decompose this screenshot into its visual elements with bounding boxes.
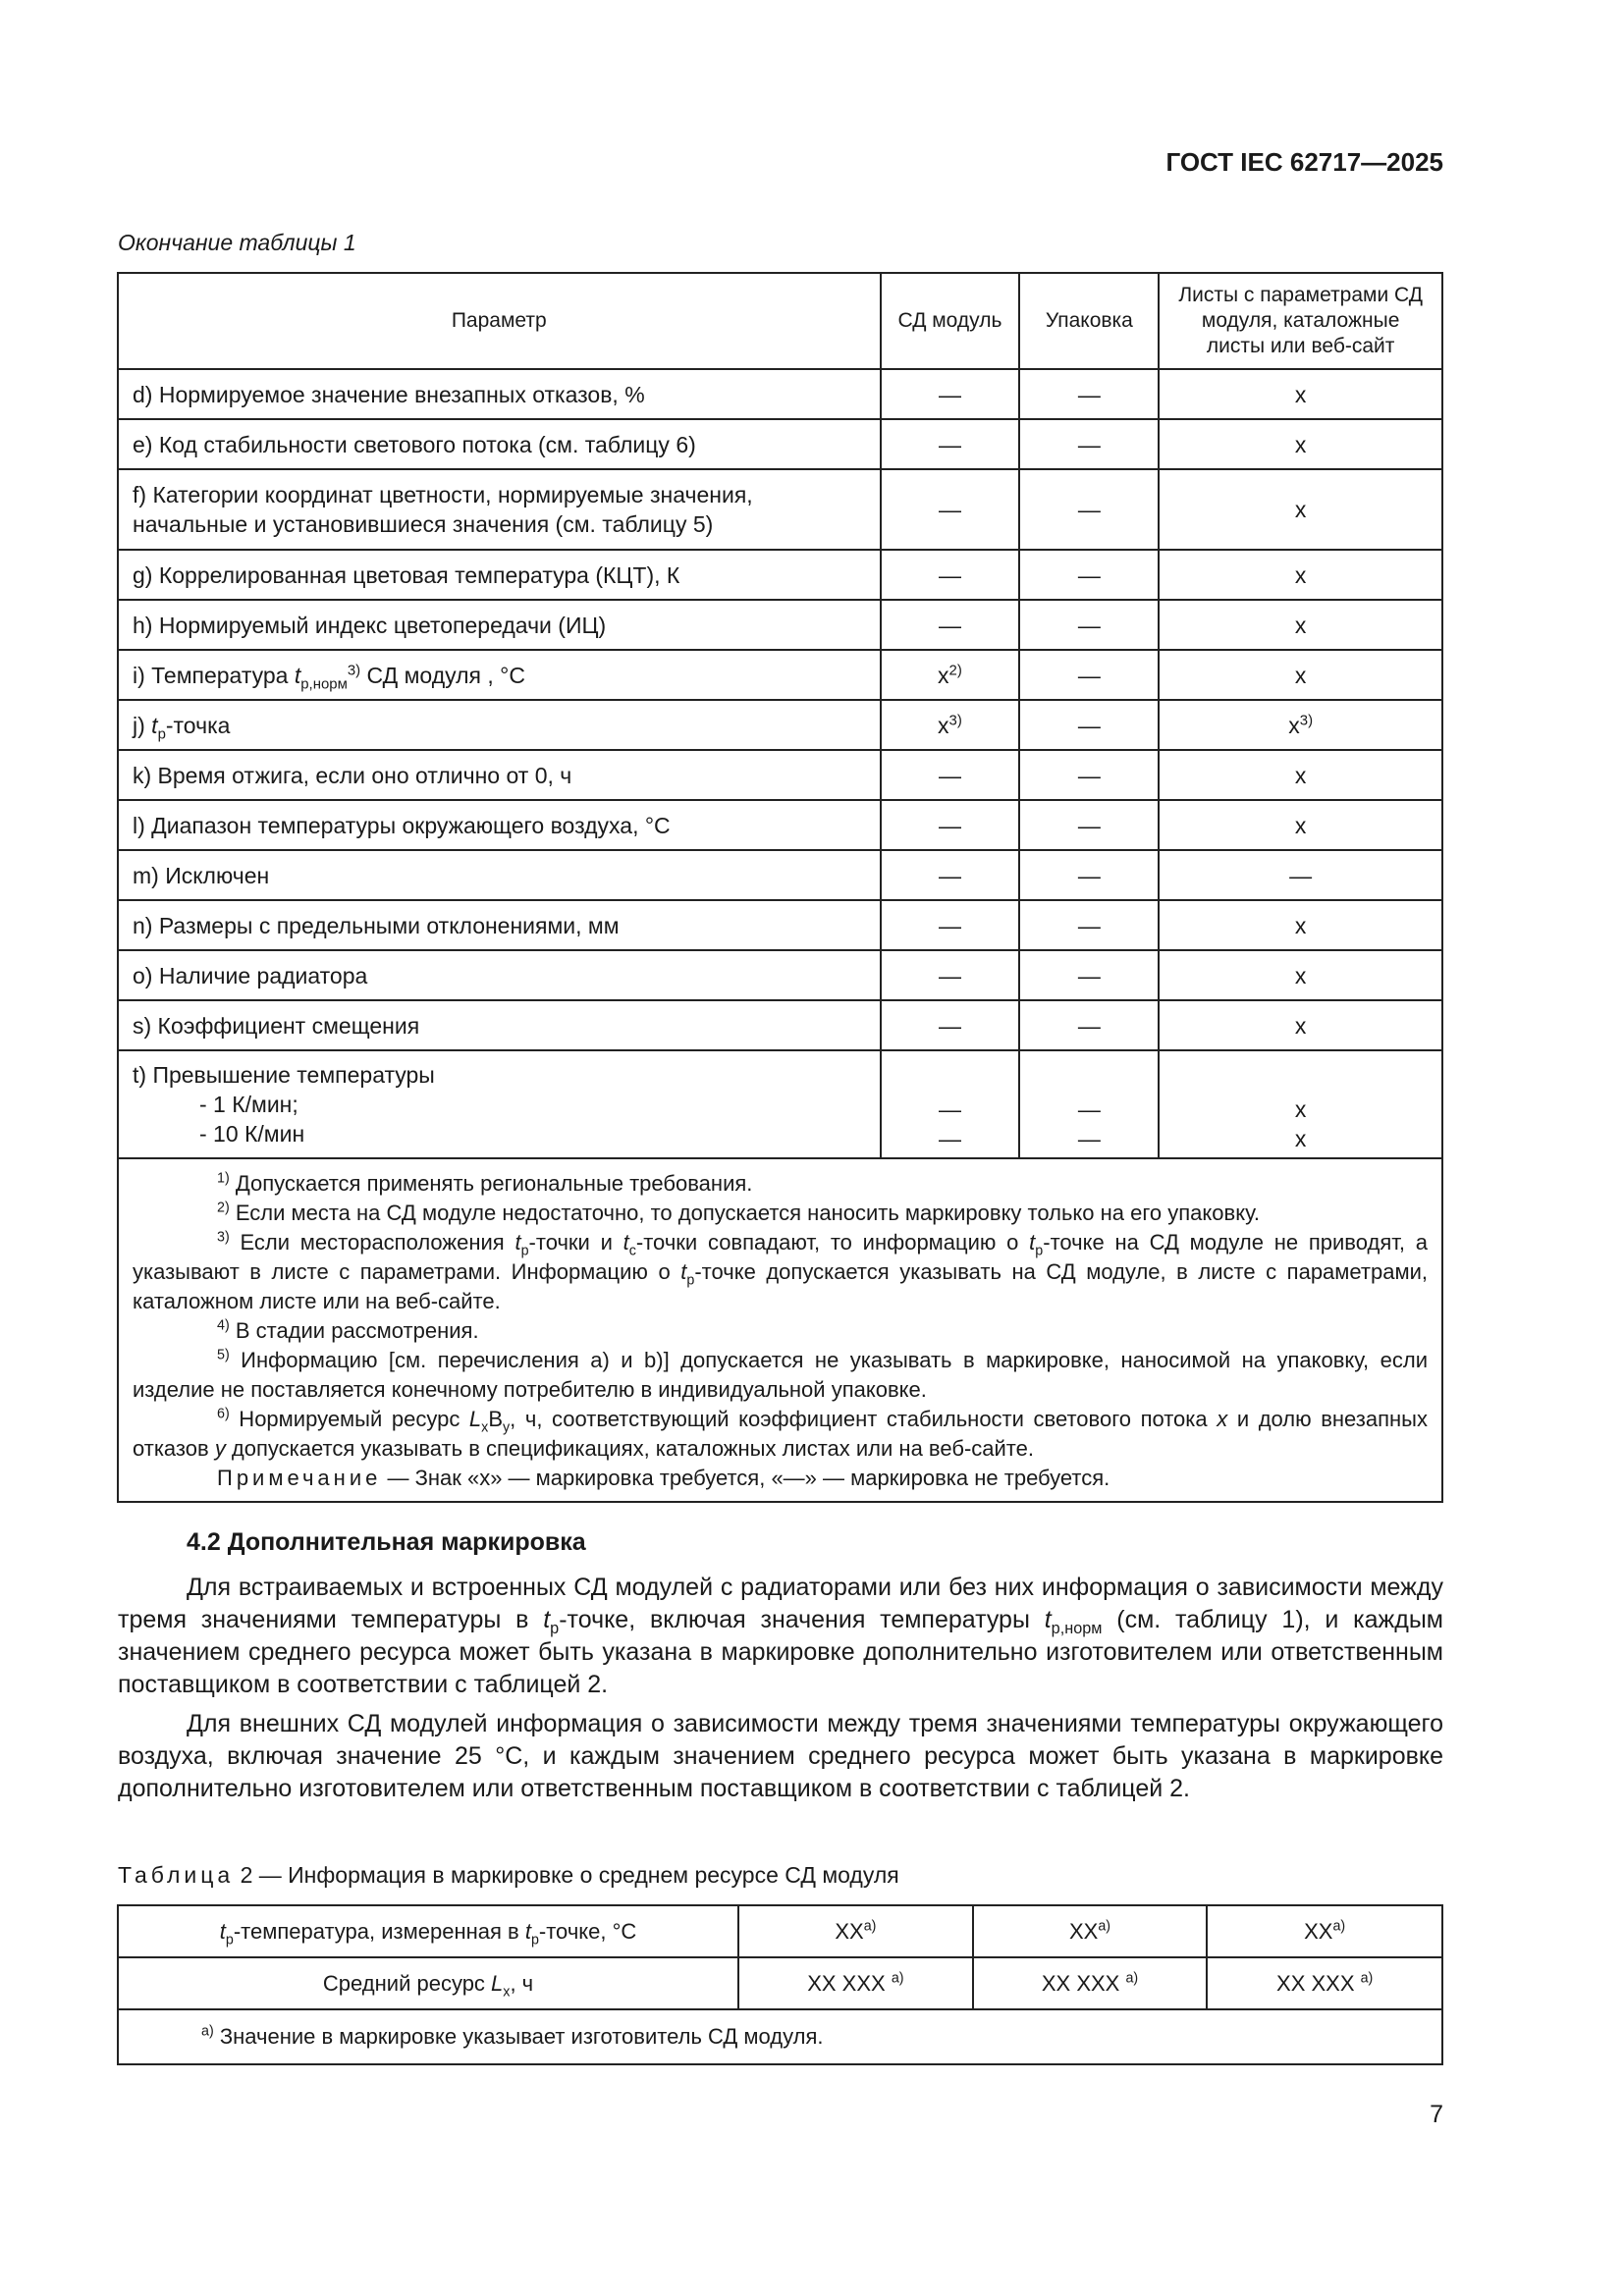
table-row [118, 369, 1442, 419]
datasheet-cell: x [1159, 369, 1442, 419]
footnote-text: В стадии рассмотрения. [229, 1318, 479, 1343]
footnote-ref: 3) [948, 711, 962, 728]
footnote-text: , ч, соответствующий коэффициент стабильности светового потока [510, 1407, 1218, 1431]
subscript: p [686, 1272, 695, 1289]
param-cell: e) Код стабильности светового потока (см. таблицу 6) [118, 419, 881, 469]
footnote-ref: a) [1098, 1918, 1111, 1935]
datasheet-cell: — [1159, 850, 1442, 900]
table-row [118, 1905, 1442, 1957]
caption-label: Таблица [118, 1862, 235, 1888]
table-notes-row [118, 1158, 1442, 1502]
value-text: XX XXX [1276, 1970, 1361, 1996]
footnote-5 [133, 1346, 1428, 1405]
value-cell [973, 1905, 1208, 1957]
mark-x: x [1294, 1096, 1307, 1122]
param-cell: s) Коэффициент смещения [118, 1000, 881, 1050]
module-cell: — [881, 369, 1020, 419]
footnote-ref: a) [1332, 1918, 1346, 1935]
subscript: p [1035, 1243, 1044, 1259]
footnote-marker: 2) [217, 1200, 230, 1216]
symbol: y [214, 1436, 226, 1461]
param-line: f) Категории координат цветности, нормируемые значения, [133, 482, 753, 507]
col-header-parameter: Параметр [118, 273, 881, 369]
subscript: p [550, 1620, 560, 1637]
table1-caption: Окончание таблицы 1 [118, 230, 356, 255]
section-paragraph-1 [118, 1572, 1443, 1701]
param-line: t) Превышение температуры [133, 1062, 435, 1088]
subscript: p [225, 1931, 234, 1948]
footnote-marker: 3) [217, 1229, 230, 1246]
footnote-text: Если места на СД модуле недостаточно, то допускается наносить маркировку только на его упаковку. [229, 1201, 1260, 1225]
package-cell: — [1019, 1000, 1159, 1050]
module-cell: — [881, 750, 1020, 800]
footnote-4 [133, 1316, 1428, 1346]
param-text: j) [133, 712, 152, 738]
value-text: XX [835, 1918, 864, 1944]
module-cell: — [881, 600, 1020, 650]
package-cell: — [1019, 900, 1159, 950]
datasheet-cell: x [1159, 1000, 1442, 1050]
subscript: p,норм [1051, 1620, 1103, 1637]
package-cell: — [1019, 469, 1159, 550]
subscript: x [503, 1983, 511, 2000]
param-line: - 1 К/мин; [199, 1092, 298, 1117]
package-cell: — [1019, 369, 1159, 419]
value-cell [738, 1957, 973, 2009]
param-cell [118, 650, 881, 700]
mark-x: x [1294, 1126, 1307, 1151]
footnote-marker: 6) [217, 1406, 230, 1422]
datasheet-cell: x [1159, 550, 1442, 600]
datasheet-cell [1159, 700, 1442, 750]
module-cell [881, 700, 1020, 750]
label-text: -точке, °C [538, 1918, 637, 1944]
symbol: L [491, 1970, 504, 1996]
footnote-text: Информацию [см. перечисления a) и b)] допускается не указывать в маркировке, наносимой на упаковку, если изделие не поставляется конечному потребителю в индивидуальной упаковке. [133, 1348, 1428, 1402]
symbol: t [524, 1918, 531, 1944]
param-cell [118, 700, 881, 750]
paragraph-text: -точке, включая значения температуры [559, 1606, 1045, 1633]
package-cell: — [1019, 850, 1159, 900]
table-row [118, 550, 1442, 600]
standard-number: ГОСТ IEC 62717—2025 [1165, 147, 1443, 177]
param-subscript: p [157, 725, 166, 743]
module-cell: — [881, 800, 1020, 850]
table-row [118, 600, 1442, 650]
mark-dash: — [938, 1126, 961, 1151]
symbol: t [219, 1918, 226, 1944]
table-note [133, 1464, 1428, 1493]
value-cell [738, 1905, 973, 1957]
symbol: x [1217, 1407, 1228, 1431]
value-text: XX XXX [1041, 1970, 1126, 1996]
table-row [118, 419, 1442, 469]
row-label [118, 1905, 738, 1957]
footnote-text: -точке допускается указывать на СД модуле, в листе с параметрами, каталожном листе или на веб-сайте. [133, 1259, 1428, 1313]
param-text: -точка [165, 712, 231, 738]
table-row [118, 750, 1442, 800]
table-header-row [118, 273, 1442, 369]
package-cell: — [1019, 950, 1159, 1000]
footnote-ref: 3) [347, 661, 361, 678]
module-cell: — [881, 950, 1020, 1000]
datasheet-cell: x [1159, 750, 1442, 800]
footnote-ref: a) [891, 1970, 904, 1987]
param-cell: k) Время отжига, если оно отлично от 0, ч [118, 750, 881, 800]
table-row [118, 1000, 1442, 1050]
param-symbol: t [151, 712, 158, 738]
note-label: Примечание [217, 1466, 382, 1490]
package-cell: — [1019, 600, 1159, 650]
table-row [118, 950, 1442, 1000]
mark-dash: — [938, 1096, 961, 1122]
datasheet-cell: x [1159, 600, 1442, 650]
label-text: , ч [510, 1970, 534, 1996]
value-text: XX [1068, 1918, 1099, 1944]
package-cell: — [1019, 700, 1159, 750]
footnote-ref: a) [1360, 1970, 1374, 1987]
param-cell: l) Диапазон температуры окружающего воздуха, °C [118, 800, 881, 850]
package-cell: — [1019, 800, 1159, 850]
value-cell [1207, 1905, 1442, 1957]
mark-x: x [1288, 712, 1300, 738]
subscript: c [628, 1243, 636, 1259]
section-title: 4.2 Дополнительная маркировка [187, 1528, 586, 1556]
datasheet-cell: x [1159, 950, 1442, 1000]
footnote-1 [133, 1169, 1428, 1199]
note-text: — Знак «x» — маркировка требуется, «—» — маркировка не требуется. [381, 1466, 1110, 1490]
caption-text: 2 — Информация в маркировке о среднем ресурсе СД модуля [234, 1862, 899, 1888]
module-cell [881, 1050, 1020, 1158]
datasheet-cell: x [1159, 419, 1442, 469]
param-cell: d) Нормируемое значение внезапных отказов, % [118, 369, 881, 419]
footnote-marker: 4) [217, 1317, 230, 1334]
table-row [118, 900, 1442, 950]
module-cell: — [881, 850, 1020, 900]
datasheet-cell: x [1159, 650, 1442, 700]
page-number: 7 [1430, 2101, 1443, 2128]
footnote-text: -точки и [528, 1230, 623, 1255]
package-cell: — [1019, 550, 1159, 600]
footnote-ref: a) [863, 1918, 877, 1935]
mark-dash: — [1077, 1096, 1101, 1122]
footnote-text: -точки совпадают, то информацию о [635, 1230, 1030, 1255]
datasheet-cell: x [1159, 900, 1442, 950]
symbol: t [1029, 1230, 1036, 1255]
footnote-ref: 3) [1299, 711, 1314, 728]
footnote-text: Если месторасположения [229, 1230, 515, 1255]
param-cell [118, 469, 881, 550]
package-cell [1019, 1050, 1159, 1158]
label-text: -температура, измеренная в [233, 1918, 525, 1944]
lifetime-table [117, 1904, 1443, 2065]
package-cell: — [1019, 750, 1159, 800]
table-note-row [118, 2009, 1442, 2064]
param-subscript: p,норм [300, 675, 348, 693]
subscript: p [530, 1931, 539, 1948]
module-cell: — [881, 1000, 1020, 1050]
param-text: i) Температура [133, 662, 295, 688]
value-text: XX XXX [807, 1970, 892, 1996]
symbol: t [680, 1259, 687, 1284]
subscript: p [520, 1243, 529, 1259]
table2-caption [118, 1862, 899, 1889]
footnote-text: Значение в маркировке указывает изготовитель СД модуля. [213, 2024, 824, 2049]
footnote-ref: a) [1125, 1970, 1139, 1987]
col-header-datasheet: Листы с параметрами СД модуля, каталожные листы или веб-сайт [1159, 273, 1442, 369]
table-row [118, 650, 1442, 700]
module-cell: — [881, 469, 1020, 550]
module-cell [881, 650, 1020, 700]
param-symbol: t [294, 662, 301, 688]
subscript: y [503, 1419, 511, 1436]
footnote-text: Допускается применять региональные требования. [229, 1171, 753, 1196]
footnote-text: Нормируемый ресурс [229, 1407, 469, 1431]
value-text: XX [1304, 1918, 1333, 1944]
module-cell: — [881, 900, 1020, 950]
module-cell: — [881, 550, 1020, 600]
mark-x: x [938, 662, 949, 688]
paragraph-text: (см. таблицу 1), и каждым значением среднего ресурса может быть указана в маркировке дополнительно изготовителем или ответственным поставщиком в соответствии с таблицей 2. [118, 1606, 1443, 1698]
datasheet-cell [1159, 1050, 1442, 1158]
param-cell: o) Наличие радиатора [118, 950, 881, 1000]
col-header-module: СД модуль [881, 273, 1020, 369]
footnote-6 [133, 1405, 1428, 1464]
paragraph-text: Для внешних СД модулей информация о зависимости между тремя значениями температуры окружающего воздуха, включая значение 25 °C, и каждым значением среднего ресурса может быть указана в маркировке дополнительно изготовителем или ответственным поставщиком в соответствии с таблицей 2. [118, 1710, 1443, 1802]
row-label [118, 1957, 738, 2009]
footnote-text: допускается указывать в спецификациях, каталожных листах или на веб-сайте. [225, 1436, 1034, 1461]
paragraph-text: Для встраиваемых и встроенных СД модулей с радиаторами или без них информация о зависимости между тремя значениями температуры в [118, 1574, 1443, 1633]
footnote-marker: a) [201, 2023, 214, 2040]
symbol: t [1044, 1606, 1052, 1633]
param-line: - 10 К/мин [199, 1121, 305, 1147]
table-notes [118, 1158, 1442, 1502]
param-cell: g) Коррелированная цветовая температура (КЦТ), К [118, 550, 881, 600]
table-row [118, 1050, 1442, 1158]
param-text: СД модуля , °C [360, 662, 525, 688]
value-cell [1207, 1957, 1442, 2009]
table-row [118, 700, 1442, 750]
subscript: x [481, 1419, 489, 1436]
footnote-text: и долю внезапных отказов [133, 1407, 1428, 1461]
footnote-text: -точке на СД модуле не приводят, а указывают в листе с параметрами. Информацию о [133, 1230, 1428, 1284]
param-cell: m) Исключен [118, 850, 881, 900]
value-cell [973, 1957, 1208, 2009]
module-cell: — [881, 419, 1020, 469]
footnote-ref: 2) [948, 661, 962, 678]
symbol: t [514, 1230, 521, 1255]
symbol: t [623, 1230, 629, 1255]
section-paragraph-2 [118, 1708, 1443, 1805]
footnote-3 [133, 1228, 1428, 1316]
symbol: L [468, 1407, 482, 1431]
param-line: начальные и установившиеся значения (см. таблицу 5) [133, 511, 714, 537]
table-row [118, 800, 1442, 850]
symbol: B [488, 1407, 504, 1431]
marking-table [117, 272, 1443, 1503]
symbol: t [543, 1606, 551, 1633]
label-text: Средний ресурс [322, 1970, 492, 1996]
col-header-package: Упаковка [1019, 273, 1159, 369]
mark-dash: — [1077, 1126, 1101, 1151]
param-cell: h) Нормируемый индекс цветопередачи (ИЦ) [118, 600, 881, 650]
table-note [118, 2009, 1442, 2064]
package-cell: — [1019, 650, 1159, 700]
table-row [118, 1957, 1442, 2009]
datasheet-cell: x [1159, 800, 1442, 850]
table-row [118, 469, 1442, 550]
datasheet-cell: x [1159, 469, 1442, 550]
footnote-2 [133, 1199, 1428, 1228]
param-cell: n) Размеры с предельными отклонениями, мм [118, 900, 881, 950]
footnote-marker: 1) [217, 1170, 230, 1187]
mark-x: x [938, 712, 949, 738]
param-cell [118, 1050, 881, 1158]
package-cell: — [1019, 419, 1159, 469]
footnote-marker: 5) [217, 1347, 230, 1363]
table-row [118, 850, 1442, 900]
